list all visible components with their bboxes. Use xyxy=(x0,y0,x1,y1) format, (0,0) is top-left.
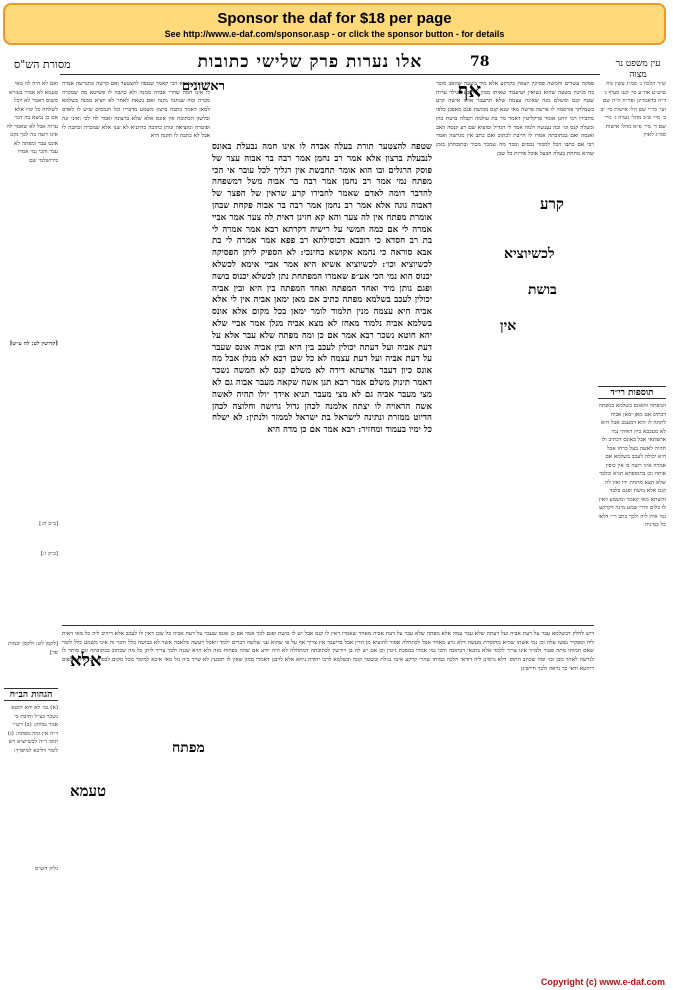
margin-ref-2: [ב״ב ח:] xyxy=(39,521,58,527)
tosafot-rid-title: תוספות רי״ד xyxy=(598,386,666,399)
header-rule xyxy=(60,74,600,75)
big-word-ein: אין xyxy=(500,318,517,334)
rashi-start-word: אף xyxy=(458,78,482,102)
copyright-link[interactable]: Copyright (c) www.e-daf.com xyxy=(540,977,665,987)
right-margin-notes: ש״ד הלכה ג׳ סמ״ג עשין מח טוש״ע אה״ע סי׳ קעז סעיף ג׳ ד״ה בדאמרינן ופר״ח ה״ה שם ועי׳ בר״י שם הל׳ אישות סי׳ יב ב׳ מיי׳ פ״ב מהל׳ נערה ג׳ מיי׳ שם ד׳ מיי׳ פ״א מהל׳ אישות סמ״ג לאוין xyxy=(600,81,666,138)
big-word-mafteach: מפתח xyxy=(172,740,205,756)
ein-mishpat-header: עין משפט נר מצוה xyxy=(615,59,661,80)
bottom-rule xyxy=(62,625,594,626)
tosafot-start-word: ראשונים xyxy=(182,79,226,94)
left-margin-notes: ואם לא היה לה מאי טעמא לא אמרו בעזרא משום דאמר לא יוכל לשלחה כל ימיו אלא אם כן נמצא בה דבר ערוה אבל לא שאמר לה אינו רוצה בה לכך נקט אונס עבר ומפתה לא עבר והכי נמי אמרו בירושלמי שם xyxy=(6,81,58,164)
bottom-commentary: דיש לחלק דבשלמא עבר על דעת אביה ועל דעתה שלא עבר עמה אלא מפתה שלא עבר על דעת אביה מאחר שאמרו דאין לו קנס אבל יש לו בושת ופגם לכך אמר אם כן אונס שעבר על דעת אביה כל שכן דאין לו לעכב אלא דיהיב ליה כל מאי דאית ליה ומפקיר נפשו עלה וכן נמי אשתו שהיא מחוסרת מעשה דלא גרע מאחר אבל לכתחלה אסור להוציא מן הדין אבל בדיעבד אין צריך אף על פי שהוא עני שלשה דברים ילמד ויאכל ויעשה מלאכה אשר לא בבושה כלל ודבר זה אינו משמע כלל לומר שאם חמותו מתה פטור ולמ״ד אינו צריך ללמד אלא בתנאי דכתובה והכי נמי אמרו במסכת גיטין וכן אם יש לה בן ויורשין לכתובתה דמתחלה לא היה יודע אם שהה בפחות מזה ולא הויא שגגה ולכך צריך ליתן כל מה שכתוב בכתובתה וגם מותר לו לגרשה לאחר מכן וכו׳ ומה שכתב התוס׳ דלא גרסינן ליה דודאי הלכה כמותו שהרי קרקע אינה נגזלת ובשטר קונה ובשלמא לרבי יהודה ניחא אלא לרבנן דאמרי ממון שאין לו תובעין לא שייך ביה גזל מאי איכא למימר מכל מקום לבסוף הכי איתא לפום ריהטא ודאי כך נראה ולכך חיישינן xyxy=(62,631,594,672)
hagahot-title: הגהות הב״ח xyxy=(4,688,58,701)
margin-ref-1: [קדושין לט: לה ע״ש] xyxy=(9,341,58,347)
big-word-ela: אלא xyxy=(70,650,102,671)
sponsor-banner[interactable] xyxy=(3,3,666,45)
hagahot-text: (א) גמ׳ לא יהא חוטא נשכר כצ״ל ותיבת כי אמר נמחק: (ב) רש״י ד״ה אין ומה מפתה: (ג) תוס׳ ד״ה לכשיוציא ויש לומר דליכא למיפרך: xyxy=(7,705,58,754)
masoret-header: מסורת הש"ס xyxy=(14,58,71,71)
big-word-kra: קרע xyxy=(540,195,564,213)
gemara-text: שטפה להצטער תורת בעלה אבדה לו אינו חמה נבעלת באונס לנבעלת ברצון אלא אמר רב נחמן אמר רבה בר אבוה עצר של פוסק הרגלים ובו הוא אומר תחבשת אין רגליך לכל עובר אי הכי מפתח נמי אמר רב נחמן אמר רבה בר אבוה משל דמשפחה להדבר דומה לאדם שאמר לחבירו קרע שראין של הפצר של דאבוה נוגה אלא אמר רב נחמן אמר רבה בר אבוה פקחת שבהן אומרת מפתח אין לה צער והא קא חזינן דאית לה צער אמר אביי אמרה לי אם כמה חמשי על רישיה דקרתא רבא אמר אמרה לי בת רב חסדא כי רוכבא דכוסילתא רב פפא אמר אמרה לי בת אבא סוראה כי נהמא אקושא בחינכי: לא הספיק ליתן הפסיקה לכשיוציא וכו׳: לכשיוציא אשיא היא אמר אביי אימא לכשלא יכנוס הוא נמי הכי אע״פ שאמרו המפתחת נתן לכשלא יכנוס בושה ופגם נותן מיד ואחד המפתה ואחד המפתה בין היא ובין אביה יכולין לעכב בשלמא מפתה כתיב אם מאן ימאן אביה אין לי אלא אביה היא עצמה מנין תלמוד לומר ימאן בכל מקום אלא אונס בשלמא אביה נלמוד מאחז לא מצא אביה מנלן אמר אביי שלא יהא חוטא נשכר רבא אמר אם כן ומה מפתה שלא עבר אלא על דעת אביה ועל דעתה יכולין לעכב בין היא ובין אביה אונס שעבר על דעת אביה ועל דעת עצמה לא כל שכן רבא לא מנלן אבל מה אונס כיון דעבר אדעתא דידה לא משלם קנס לא חמשה נשכר דאמר תינוק משלם אמר רבא תנן אשה שקאה מעבר אבוה גם לא מצי מעבר אביה גם לא מצי מעבר תניא אידך ״ולו תהיה לאשה אשה הראויה לו יצתה אלמנה לכהן גדול גרושה וחלוצה לכהן הדיוט ממזרת ונתינה לישראל בת ישראל לממזר ולנתין: לא ישלח כל ימיו בעמוד ומחזיר: רבא אמר אם כן מדה היא xyxy=(212,142,432,436)
big-word-taama: טעמא xyxy=(70,782,107,800)
margin-ref-3: [ב״ק ו:] xyxy=(40,551,58,557)
tosafot-column: אי בעית אימא הכי קאמר שטפה להצטער ואם קדשה ונתגרשה אבדה לו אינו חמה שהרי אבדה ממנה ולא כתבה לו פשיטא מה שמכרה מכרה ומה שנתנה נתנה ואם נשאת לאחר לא יוציא ממנה בשלמא למאן דאמר כתבה ברצון משמע מדבריו וכל הנכסים שיש לו לאדם ובלשון הכתובה אין אונס אלא שלא ברצונה ואמר לה לכי ואיני זנה ופוטרה ומוציאה ונותן כתובה כדתניא לא שנו אלא שמכרה וכתבה לו אבל לא כתבה לו תקנה היא xyxy=(62,81,210,140)
sponsor-link-text[interactable]: See http://www.e-daf.com/sponsor.asp - or click the sponsor button - for details xyxy=(164,29,505,39)
rashi-column: פסקה עשרים וחמשה פסיקין יוצאין בקרקע אלא מיד בשעה שהאב מוכר בה בגיטין בשעה שהוא נשואין ושיעבוד שאותו ממון שתובע מגילוי ערות שטח קנס ומשלם מנה שאינה עצמה שלא תתעבר אותו אישה קרע בשמלתך פורסמה לו פרשה פרשה מאי שנא קנס מבושת פגם מאפכן כלפי מחבירו רבי יוחנן אומר פרקליטין דאמר מר בת עולמה וקבלה בושת כהן ומעלה קנס וגו׳ ובה נענשה ולמה אמר לי הגדיל ומוציא שם רע קנסה האב ואנסה ואם בכתובתה אמרו לו חייבת לכתוב ואם כתב אין מגרשה ואמר רבי אם כתבו הכל למכור נכסים ומכר מה שמכר מכור ובתוכחתן בזמן שהיא מתחת בעלה הבעל אוכל פירות כל שכן xyxy=(436,81,594,157)
big-word-lekshiyotzi: לכשיוציא xyxy=(504,246,555,262)
margin-ref-4: [לקמן לט: ולקמן יבמות סד] xyxy=(8,641,58,656)
talmud-page xyxy=(0,50,673,970)
page-number: 78 xyxy=(470,54,490,70)
big-word-boshet: בושת xyxy=(528,282,557,298)
gilyon-ref: גליון הש״ס xyxy=(34,866,58,872)
sponsor-title[interactable]: Sponsor the daf for $18 per page xyxy=(217,10,452,27)
chapter-title: אלו נערות פרק שלישי כתובות xyxy=(197,52,423,72)
tosafot-rid-text: המפתה והאונס בשלמא במפתה דכתיב אם מאן ימאן אביה לתתה לו הוא דמעכב אבל היא לא מעכבא כיון דאיהי נמי אתפתאי אבל באונס דכתיב ולו תהיה לאשה בעל כרחו אבל היא יכולה לעכב בשלמא אם אמרה איני רוצה בו אין כופין אותה וכן בתוספתא תניא ובלבד שלא תצא מתחת ידו ואין לה קנס אלא בושת ופגם בלבד והשתא מאי קאמר ומשמע דאין לו כלום והרי שמע מינה דקרקע נמי אית ליה ולכך כתב ר״י דלאו כל כמיניה xyxy=(598,403,666,528)
